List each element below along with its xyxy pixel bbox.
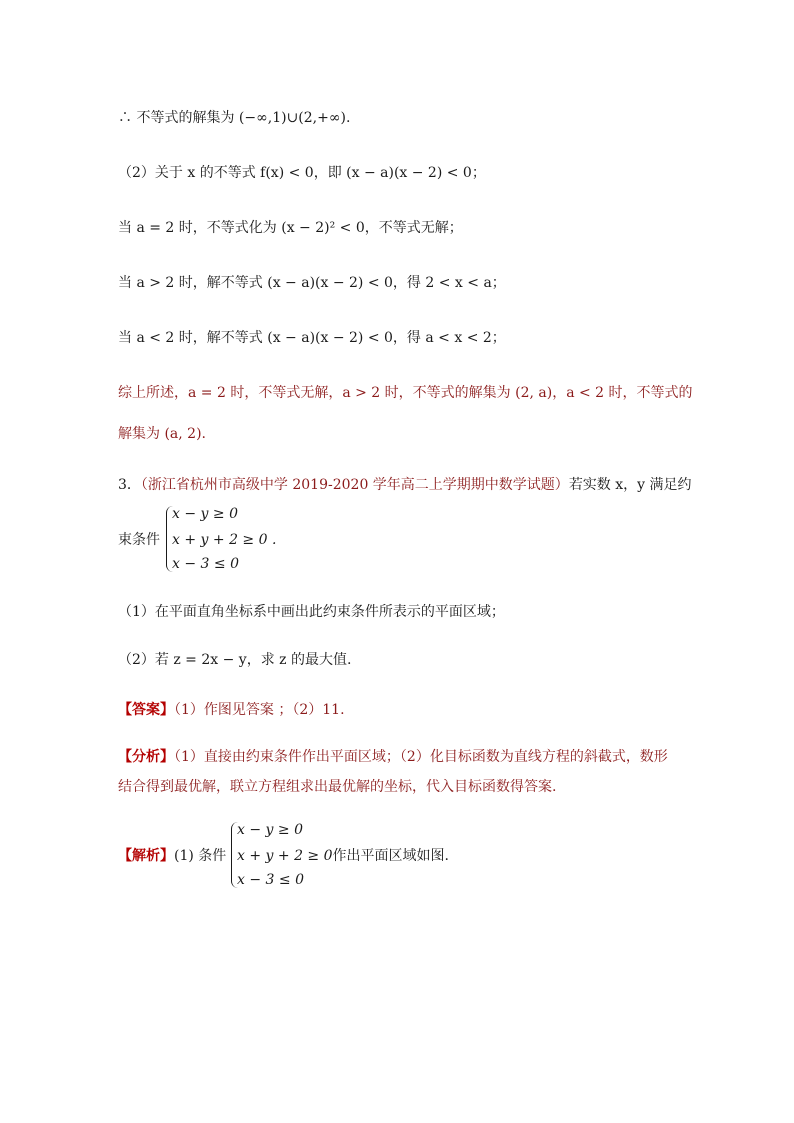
constraint-system	[172, 504, 372, 576]
constraint-row: x + y + 2 ≥ 0 .	[172, 532, 277, 548]
solution-constraint-system	[237, 820, 477, 892]
analysis-tag: 【分析】	[118, 749, 174, 765]
summary-line-2: 解集为 (a, 2).	[118, 426, 206, 442]
analysis-line	[118, 747, 668, 767]
case-a-equals-2-line: 当 a = 2 时，不等式化为 (x − 2)² < 0，不等式无解；	[118, 220, 463, 236]
solution-set-line: ∴ 不等式的解集为 (−∞,1)∪(2,+∞).	[118, 110, 351, 126]
problem-source: （浙江省杭州市高级中学 2019-2020 学年高二上学期期中数学试题）	[140, 477, 569, 493]
solution-tag: 【解析】	[118, 848, 174, 864]
analysis-text: （1）直接由约束条件作出平面区域；（2）化目标函数为直线方程的斜截式，数形	[174, 749, 668, 765]
constraint-row: x − y ≥ 0	[237, 822, 303, 838]
part2-intro-line: （2）关于 x 的不等式 f(x) < 0，即 (x − a)(x − 2) < 0；	[118, 165, 486, 181]
part1-question: （1）在平面直角坐标系中画出此约束条件所表示的平面区域；	[118, 604, 505, 620]
constraint-label: 束条件	[118, 532, 160, 548]
problem-number: 3．	[118, 477, 141, 493]
constraint-row: x − 3 ≤ 0	[237, 872, 304, 888]
solution-suffix: 作出平面区域如图.	[332, 848, 449, 864]
constraint-row: x − 3 ≤ 0	[172, 556, 239, 572]
problem-statement: 若实数 x，y 满足约	[568, 477, 692, 493]
problem-3-heading	[118, 475, 692, 495]
solution-label: (1) 条件	[174, 848, 227, 864]
analysis-line-2: 结合得到最优解，联立方程组求出最优解的坐标，代入目标函数得答案.	[118, 779, 557, 795]
case-a-less-2-line: 当 a < 2 时，解不等式 (x − a)(x − 2) < 0，得 a < x < 2；	[118, 330, 506, 346]
solution-line	[118, 846, 226, 866]
constraint-row: x + y + 2 ≥ 0作出平面区域如图.	[237, 848, 449, 864]
constraint-row: x − y ≥ 0	[172, 506, 238, 522]
case-a-greater-2-line: 当 a > 2 时，解不等式 (x − a)(x − 2) < 0，得 2 < x < a；	[118, 275, 506, 291]
answer-text: （1）作图见答案 ；（2）11.	[174, 702, 345, 718]
answer-tag: 【答案】	[118, 702, 174, 718]
answer-line	[118, 700, 345, 720]
part2-question: （2）若 z = 2x − y，求 z 的最大值.	[118, 652, 352, 668]
summary-line: 综上所述，a = 2 时，不等式无解，a > 2 时，不等式的解集为 (2, a)，a < 2 时，不等式的	[118, 385, 693, 401]
